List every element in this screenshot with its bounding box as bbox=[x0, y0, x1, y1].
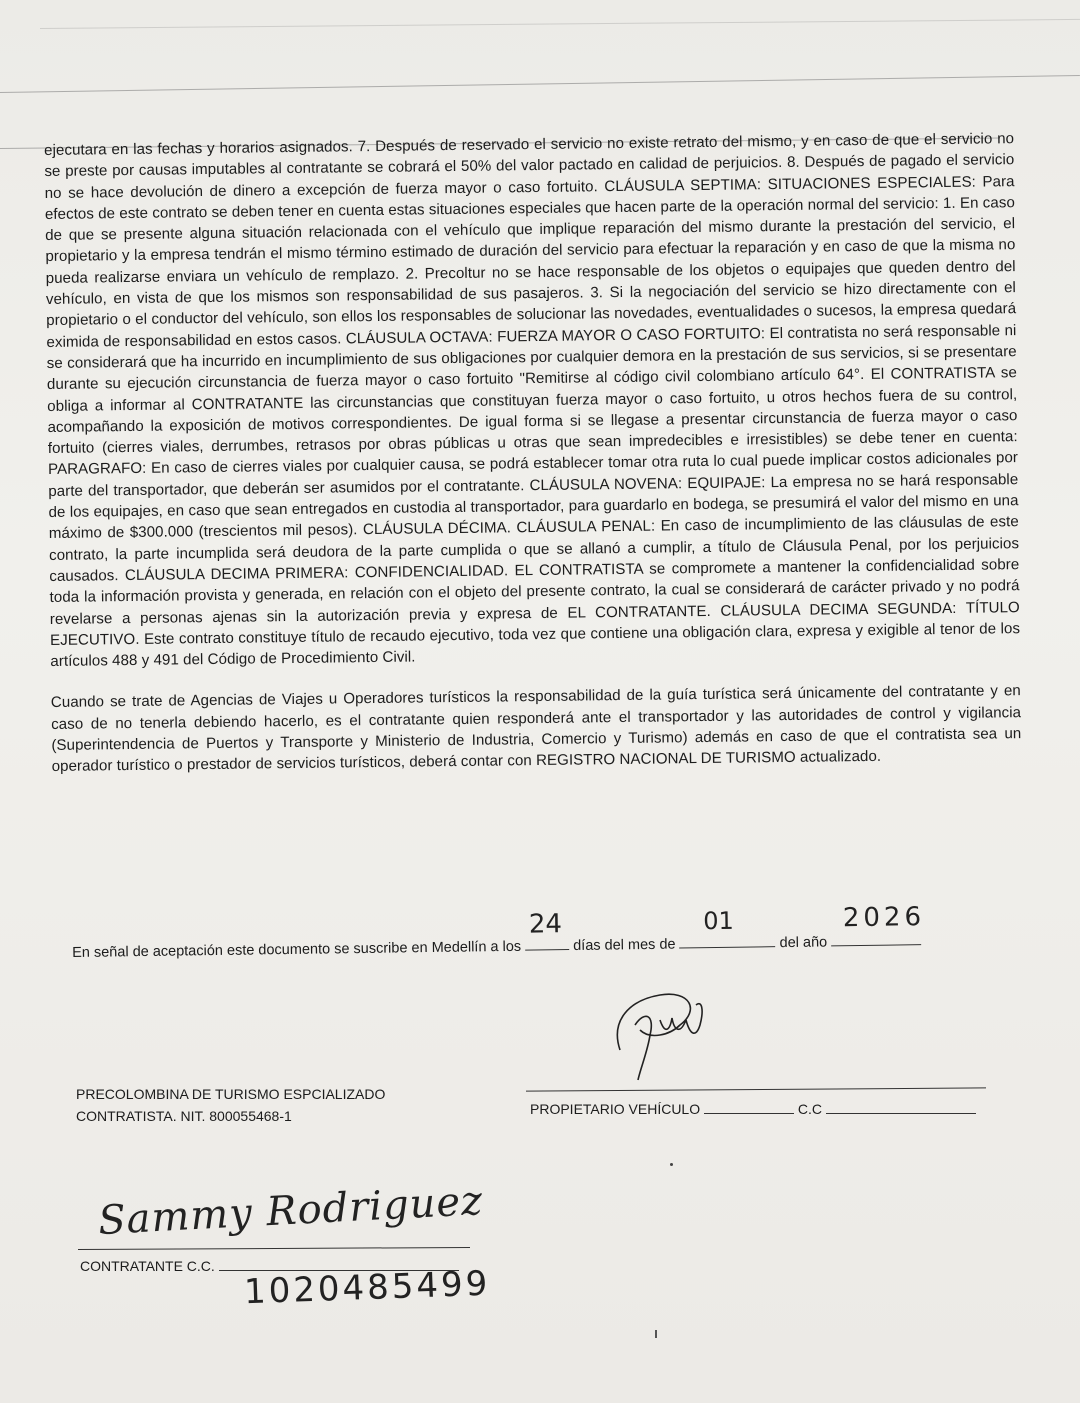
page-edge-line bbox=[40, 19, 1080, 29]
propietario-cc-label: C.C bbox=[797, 1101, 823, 1117]
contratante-signature-line bbox=[78, 1247, 470, 1250]
stray-mark bbox=[655, 1330, 657, 1338]
year-field bbox=[831, 902, 926, 946]
contratante-signature: Sammy Rodriguez bbox=[97, 1177, 485, 1245]
contratista-block bbox=[76, 1086, 385, 1124]
propietario-cc-value-field bbox=[826, 1101, 976, 1114]
month-field bbox=[679, 906, 775, 948]
contract-body bbox=[44, 128, 1022, 777]
tourism-agencies-paragraph: Cuando se trate de Agencias de Viajes u Operadores turísticos la responsabilidad de la guía turística será únicamente del contratante y en caso de no tenerla debiendo hacerlo, es el contratante quien responderá ante el transportador y las autoridades de control y vigilancia (Superintendencia de Puertos y Transporte y Ministerio de Industria, Comercio y Turismo) además en caso de que el contratista sea un operador turístico o prestador de servicios turísticos, deberá contar con REGISTRO NACIONAL DE TURISMO actualizado. bbox=[50, 682, 1022, 776]
month-value: 01 bbox=[703, 906, 734, 936]
day-value: 24 bbox=[528, 909, 563, 940]
propietario-label: PROPIETARIO VEHÍCULO bbox=[530, 1101, 701, 1117]
acceptance-statement bbox=[72, 902, 1032, 961]
contratante-label: CONTRATANTE C.C. bbox=[80, 1258, 215, 1274]
contratista-nit: CONTRATISTA. NIT. 800055468-1 bbox=[76, 1108, 292, 1124]
day-label: días del mes de bbox=[573, 936, 676, 955]
propietario-cc-field bbox=[704, 1101, 794, 1114]
year-label: del año bbox=[779, 934, 828, 952]
year-value: 2026 bbox=[842, 902, 926, 934]
contract-clauses-paragraph: ejecutara en las fechas y horarios asignados. 7. Después de reservado el servicio no existe retrato del mismo, y en caso de que el servicio no se preste por causas imputables al contratante se cobrará el 50% del valor pactado en calidad de perjuicios. 8. Después de pagado el servicio no se hace devolución de dinero a excepción de fuerza mayor o caso fortuito. CLÁUSULA SEPTIMA: SITUACIONES ESPECIALES: Para efectos de este contrato se deben tener en cuenta estas situaciones especiales que hacen parte de la operación normal del servicio: 1. En caso de que se presente alguna situación relacionada con el vehículo que implique reparación del mismo durante la prestación del servicio, el propietario y la empresa tendrán el mismo término estimado de duración del servicio para efectuar la reparación y en caso de que la misma no pueda realizarse enviara un vehículo de remplazo. 2. Precoltur no se hace responsable de los objetos o equipajes que queden dentro del vehículo, en vista de que los mismos son responsabilidad de sus pasajeros. 3. Si la negociación del servicio se hizo directamente con el propietario o el conductor del vehículo, son ellos los responsables de solucionar las novedades, eventualidades o sucesos, la empresa quedará eximida de responsabilidad en estos casos. CLÁUSULA OCTAVA: FUERZA MAYOR O CASO FORTUITO: El contratista no será responsable ni se considerará que ha incurrido en incumplimiento de sus obligaciones por cualquier demora en la prestación de sus servicios, si se presentare durante su ejecución circunstancia de fuerza mayor o caso fortuito "Remitirse al código civil colombiano artículo 64°. El CONTRATISTA se obliga a informar al CONTRATANTE las circunstancias que constituyan fuerza mayor o caso fortuito, u otros hechos fuera de su control, acompañando la exposición de motivos correspondientes. De igual forma si se llegase a presentar circunstancia de fuerza mayor o caso fortuito (cierres viales, derrumbes, retrasos por obras públicas u otras que sean impredecibles e irresistibles) se debe tener en cuenta: PARAGRAFO: En caso de cierres viales por cualquier causa, se podrá establecer tomar otra ruta lo cual puede implicar costos adicionales por parte del transportador, que deberán ser asumidos por el contratante. CLÁUSULA NOVENA: EQUIPAJE: La empresa no se hará responsable de los equipajes, en caso que sean entregados en custodia al transportador, para guardarlo en bodega, se presumirá el valor del mismo en una máximo de $300.000 (trescientos mil pesos). CLÁUSULA DÉCIMA. CLÁUSULA PENAL: En caso de incumplimiento de las cláusulas de este contrato, la parte incumplida será deudora de la parte cumplida o que se allanó a cumplir, a título de Cláusula Penal, por los perjuicios causados. CLÁUSULA DECIMA PRIMERA: CONFIDENCIALIDAD. EL CONTRATISTA se compromete a mantener la confidencialidad sobre toda la información provista y generada, en relación con el objeto del presente contrato, la cual se considerará de carácter privado y no podrá revelarse a personas ajenas sin la autorización previa y expresa de EL CONTRATANTE. CLÁUSULA DECIMA SEGUNDA: TÍTULO EJECUTIVO. Este contrato constituye título de recaudo ejecutivo, toda vez que contiene una obligación clara, expresa y exigible al tenor de los artículos 488 y 491 del Código de Procedimiento Civil. bbox=[44, 130, 1021, 671]
stray-mark bbox=[670, 1163, 673, 1166]
page-edge-line bbox=[0, 75, 1080, 93]
contratante-id-number: 1020485499 bbox=[243, 1263, 491, 1313]
contratista-company: PRECOLOMBINA DE TURISMO ESPCIALIZADO bbox=[76, 1086, 386, 1102]
owner-signature-line bbox=[526, 1087, 986, 1091]
acceptance-prefix: En señal de aceptación este documento se suscribe en Medellín a los bbox=[72, 938, 522, 961]
owner-signature bbox=[600, 980, 720, 1090]
day-field bbox=[525, 909, 569, 951]
propietario-block bbox=[530, 1101, 976, 1117]
